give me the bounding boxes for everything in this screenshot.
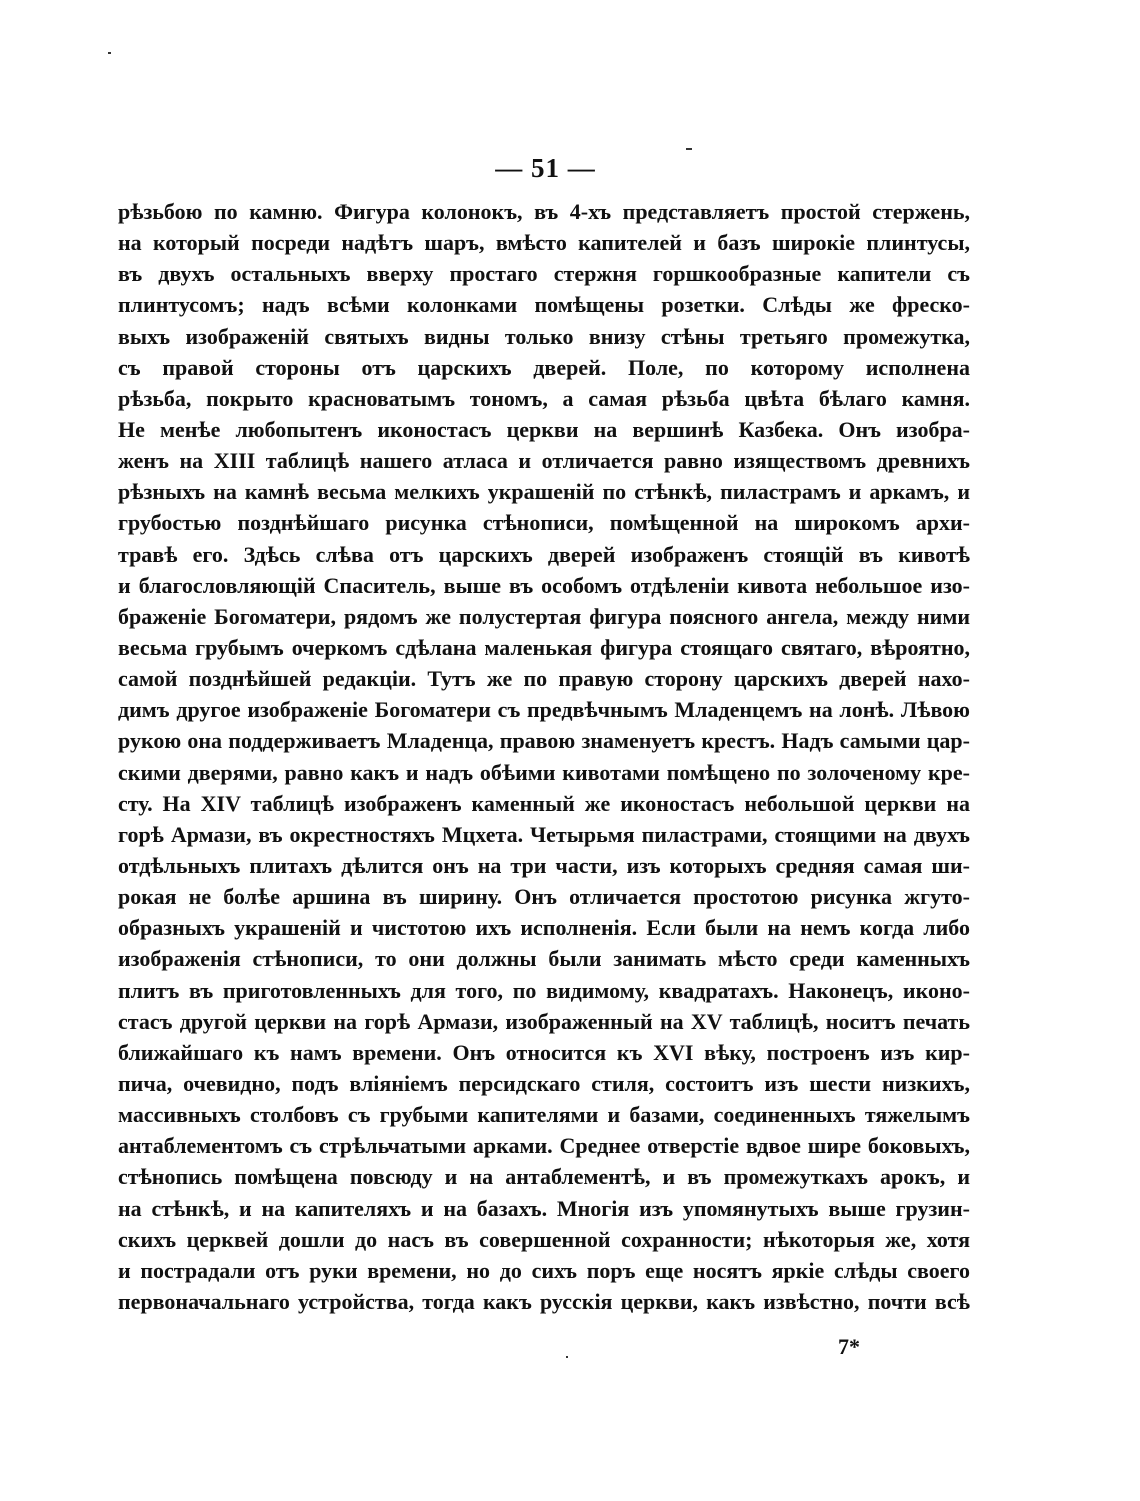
text-line: изображенія стѣнописи, то они должны были занимать мѣсто среди каменныхъ bbox=[118, 946, 970, 972]
scan-speck bbox=[108, 52, 111, 54]
page-number: — 51 — bbox=[495, 153, 596, 183]
scan-speck bbox=[566, 1356, 568, 1358]
text-line: травѣ его. Здѣсь слѣва отъ царскихъ дверей изображенъ стоящій въ кивотѣ bbox=[118, 541, 970, 567]
text-line: на который посреди надѣтъ шаръ, вмѣсто капителей и базъ широкіе плинтусы, bbox=[118, 230, 970, 256]
text-line: плинтусомъ; надъ всѣми колонками помѣщены розетки. Слѣды же фреско- bbox=[118, 292, 970, 318]
text-line: антаблементомъ съ стрѣльчатыми арками. Среднее отверстіе вдвое шире боковыхъ, bbox=[118, 1133, 970, 1159]
text-line: выхъ изображеній святыхъ видны только внизу стѣны третьяго промежутка, bbox=[118, 323, 970, 349]
scan-speck bbox=[686, 148, 692, 150]
text-line: рукою она поддерживаетъ Младенца, правою знаменуетъ крестъ. Надъ самыми цар- bbox=[118, 728, 970, 754]
text-line: сту. На XIV таблицѣ изображенъ каменный же иконостасъ небольшой церкви на bbox=[118, 790, 970, 816]
text-line: съ правой стороны отъ царскихъ дверей. Поле, по которому исполнена bbox=[118, 354, 970, 380]
body-text bbox=[118, 196, 970, 1317]
text-line: рокая не болѣе аршина въ ширину. Онъ отличается простотою рисунка жгуто- bbox=[118, 884, 970, 910]
text-line: рѣзьбою по камню. Фигура колонокъ, въ 4-хъ представляетъ простой стержень, bbox=[118, 199, 970, 224]
text-line: и пострадали отъ руки времени, но до сихъ поръ еще носятъ яркіе слѣды своего bbox=[118, 1257, 970, 1283]
text-line: рѣзьба, покрыто красноватымъ тономъ, а самая рѣзьба цвѣта бѣлаго камня. bbox=[118, 385, 970, 411]
text-line: грубостью позднѣйшаго рисунка стѣнописи, помѣщенной на широкомъ архи- bbox=[118, 510, 970, 536]
signature-mark: 7* bbox=[838, 1334, 860, 1359]
text-line: самой позднѣйшей редакціи. Тутъ же по правую сторону царскихъ дверей нахо- bbox=[118, 666, 970, 692]
text-line: отдѣльныхъ плитахъ дѣлится онъ на три части, изъ которыхъ средняя самая ши- bbox=[118, 852, 970, 878]
text-line: на стѣнкѣ, и на капителяхъ и на базахъ. Многія изъ упомянутыхъ выше грузин- bbox=[118, 1195, 970, 1221]
text-line: рѣзныхъ на камнѣ весьма мелкихъ украшеній по стѣнкѣ, пиластрамъ и аркамъ, и bbox=[118, 479, 970, 505]
text-line: въ двухъ остальныхъ вверху простаго стержня горшкообразные капители съ bbox=[118, 261, 970, 287]
text-line: массивныхъ столбовъ съ грубыми капителями и базами, соединенныхъ тяжелымъ bbox=[118, 1102, 970, 1128]
text-line: ближайшаго къ намъ времени. Онъ относится къ XVI вѣку, построенъ изъ кир- bbox=[118, 1039, 970, 1065]
text-line: стасъ другой церкви на горѣ Армази, изображенный на XV таблицѣ, носитъ печать bbox=[118, 1008, 970, 1034]
text-line: весьма грубымъ очеркомъ сдѣлана маленькая фигура стоящаго святаго, вѣроятно, bbox=[118, 634, 970, 660]
text-line: пича, очевидно, подъ вліяніемъ персидскаго стиля, состоитъ изъ шести низкихъ, bbox=[118, 1070, 970, 1096]
text-line: браженіе Богоматери, рядомъ же полустертая фигура поясного ангела, между ними bbox=[118, 603, 970, 629]
text-line: димъ другое изображеніе Богоматери съ предвѣчнымъ Младенцемъ на лонѣ. Лѣвою bbox=[118, 697, 970, 723]
text-line: образныхъ украшеній и чистотою ихъ исполненія. Если были на немъ когда либо bbox=[118, 915, 970, 941]
text-line: плитъ въ приготовленныхъ для того, по видимому, квадратахъ. Наконецъ, иконо- bbox=[118, 977, 970, 1003]
text-line: и благословляющій Спаситель, выше въ особомъ отдѣленіи кивота небольшое изо- bbox=[118, 572, 970, 598]
text-line: женъ на XIII таблицѣ нашего атласа и отличается равно изяществомъ древнихъ bbox=[118, 448, 970, 474]
text-line: Не менѣе любопытенъ иконостасъ церкви на вершинѣ Казбека. Онъ изобра- bbox=[118, 416, 970, 442]
text-line: скихъ церквей дошли до насъ въ совершенной сохранности; нѣкоторыя же, хотя bbox=[118, 1226, 970, 1252]
text-line: скими дверями, равно какъ и надъ обѣими кивотами помѣщено по золоченому кре- bbox=[118, 759, 970, 785]
text-line: первоначальнаго устройства, тогда какъ русскія церкви, какъ извѣстно, почти всѣ bbox=[118, 1288, 970, 1314]
text-line: горѣ Армази, въ окрестностяхъ Мцхета. Четырьмя пиластрами, стоящими на двухъ bbox=[118, 821, 970, 847]
text-line: стѣнопись помѣщена повсюду и на антаблементѣ, и въ промежуткахъ арокъ, и bbox=[118, 1164, 970, 1190]
